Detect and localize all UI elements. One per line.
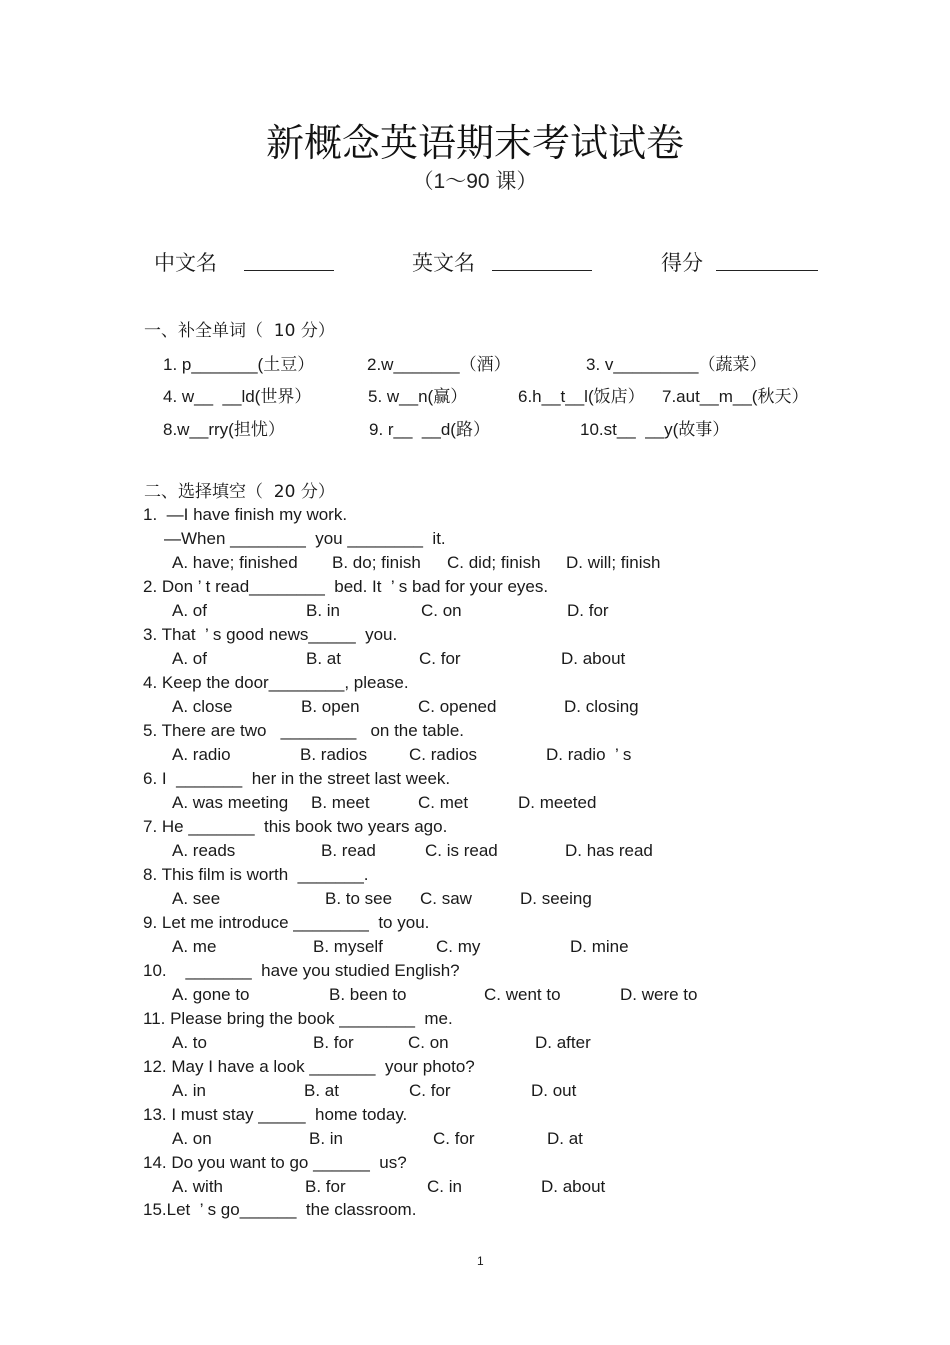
word-item: 10.st__ __y(故事） [580, 420, 730, 439]
question-stem: 15.Let ’ s go______ the classroom. [143, 1200, 417, 1219]
page-subtitle: （1～90 课） [412, 170, 538, 193]
option: D. about [541, 1177, 606, 1196]
option: D. will; finish [566, 553, 661, 572]
word-item: 2.w_______（酒） [367, 355, 511, 374]
option: A. gone to [172, 985, 250, 1004]
score-blank [716, 270, 818, 271]
word-item: 5. w__n(赢） [368, 387, 468, 406]
option: D. meeted [518, 793, 597, 812]
question-stem: 3. That ’ s good news_____ you. [143, 625, 398, 644]
option: A. to [172, 1033, 207, 1052]
word-item: 1. p_______(土豆） [163, 355, 315, 374]
option: C. on [421, 601, 462, 620]
option: A. reads [172, 841, 236, 860]
option: C. saw [420, 889, 472, 908]
option: C. for [419, 649, 461, 668]
question-stem: —When ________ you ________ it. [164, 529, 446, 548]
option: A. of [172, 601, 207, 620]
option: B. in [306, 601, 341, 620]
option: B. open [301, 697, 360, 716]
option: D. radio ’ s [546, 745, 632, 764]
word-item: 4. w__ __ld(世界） [163, 387, 312, 406]
option: A. of [172, 649, 207, 668]
option: B. read [321, 841, 376, 860]
question-stem: 8. This film is worth _______. [143, 865, 369, 884]
option: B. for [313, 1033, 354, 1052]
page-title: 新概念英语期末考试试卷 [265, 121, 684, 165]
option: C. went to [484, 985, 561, 1004]
word-item: 8.w__rry(担忧） [163, 420, 285, 439]
option: B. been to [329, 985, 407, 1004]
option: C. opened [418, 697, 497, 716]
question-stem: 4. Keep the door________, please. [143, 673, 409, 692]
option: C. for [433, 1129, 475, 1148]
section1-heading: 一、补全单词（ 10 分） [144, 321, 335, 341]
option: B. radios [300, 745, 368, 764]
option: C. for [409, 1081, 451, 1100]
word-item: 9. r__ __d(路） [369, 420, 490, 439]
word-item: 3. v_________（蔬菜） [586, 355, 767, 374]
option: C. met [418, 793, 469, 812]
english-name-label: 英文名 [412, 251, 475, 275]
option: C. in [427, 1177, 462, 1196]
option: A. me [172, 937, 217, 956]
option: D. after [535, 1033, 591, 1052]
word-item: 7.aut__m__(秋天） [662, 387, 809, 406]
option: B. at [304, 1081, 339, 1100]
question-stem: 14. Do you want to go ______ us? [143, 1153, 407, 1172]
question-stem: 2. Don ’ t read________ bed. It ’ s bad for your eyes. [143, 577, 549, 596]
question-stem: 10. _______ have you studied English? [143, 961, 460, 980]
word-item: 6.h__t__l(饭店） [518, 387, 645, 406]
option: D. mine [570, 937, 629, 956]
question-stem: 1. —I have finish my work. [143, 505, 348, 524]
option: C. radios [409, 745, 478, 764]
option: A. see [172, 889, 221, 908]
option: A. with [172, 1177, 224, 1196]
option: A. was meeting [172, 793, 289, 812]
option: D. out [531, 1081, 577, 1100]
option: C. is read [425, 841, 498, 860]
section2-heading: 二、选择填空（ 20 分） [144, 482, 335, 502]
question-stem: 11. Please bring the book ________ me. [143, 1009, 453, 1028]
score-label: 得分 [661, 251, 703, 275]
question-stem: 9. Let me introduce ________ to you. [143, 913, 430, 932]
english-name-blank [492, 270, 592, 271]
option: D. for [567, 601, 609, 620]
option: B. meet [311, 793, 370, 812]
question-stem: 7. He _______ this book two years ago. [143, 817, 448, 836]
option: B. in [309, 1129, 344, 1148]
option: B. do; finish [332, 553, 421, 572]
question-stem: 12. May I have a look _______ your photo? [143, 1057, 475, 1076]
option: C. my [436, 937, 481, 956]
option: D. about [561, 649, 626, 668]
option: A. have; finished [172, 553, 298, 572]
option: A. on [172, 1129, 212, 1148]
question-stem: 13. I must stay _____ home today. [143, 1105, 408, 1124]
option: D. has read [565, 841, 653, 860]
option: C. did; finish [447, 553, 541, 572]
option: D. were to [620, 985, 698, 1004]
option: A. radio [172, 745, 231, 764]
option: B. myself [313, 937, 383, 956]
option: B. at [306, 649, 341, 668]
chinese-name-label: 中文名 [154, 251, 217, 275]
option: B. to see [325, 889, 393, 908]
option: B. for [305, 1177, 346, 1196]
page-number: 1 [477, 1254, 484, 1268]
option: D. at [547, 1129, 583, 1148]
option: A. close [172, 697, 233, 716]
option: A. in [172, 1081, 207, 1100]
option: C. on [408, 1033, 449, 1052]
option: D. seeing [520, 889, 592, 908]
question-stem: 6. I _______ her in the street last week. [143, 769, 451, 788]
question-stem: 5. There are two ________ on the table. [143, 721, 465, 740]
chinese-name-blank [244, 270, 334, 271]
option: D. closing [564, 697, 639, 716]
